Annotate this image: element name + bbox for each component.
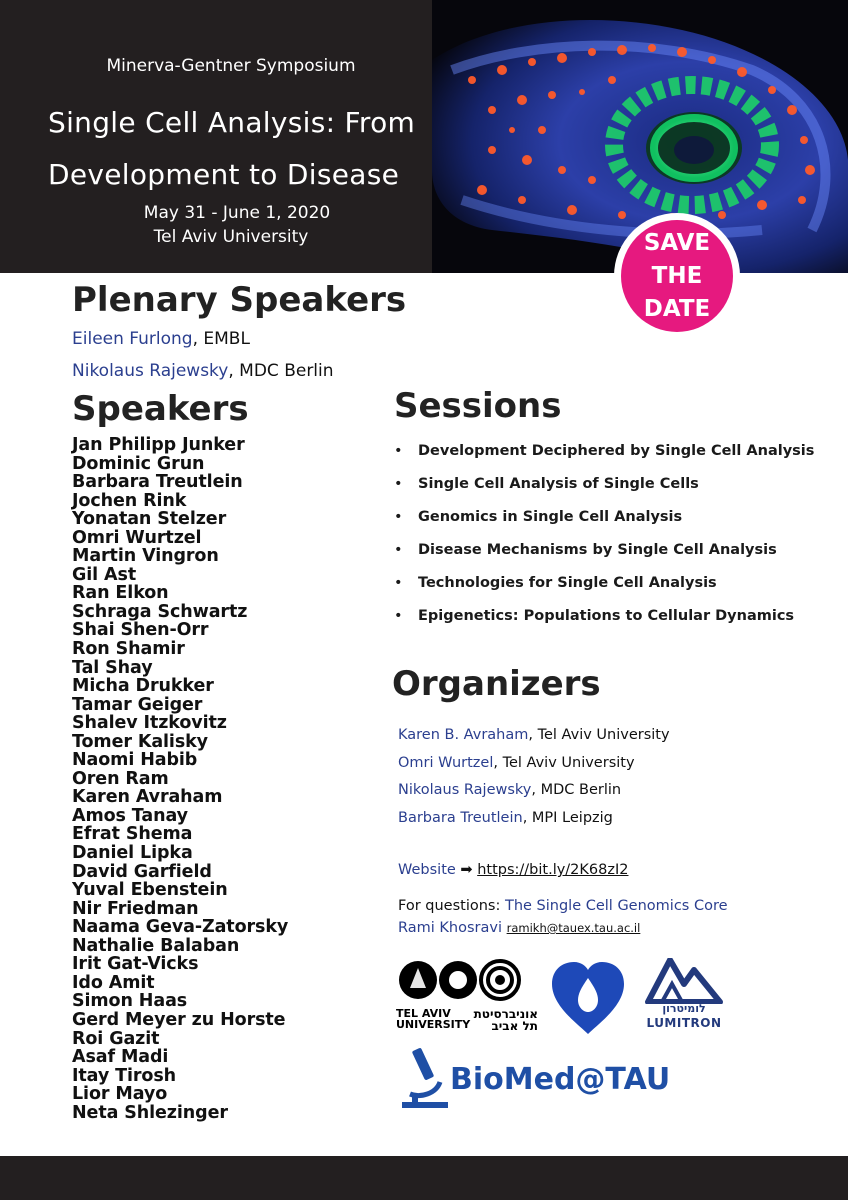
questions-line (398, 898, 728, 914)
organizers-heading: Organizers (392, 664, 601, 704)
speaker-name: Karen Avraham (72, 787, 223, 808)
speaker-name: Shalev Itzkovitz (72, 713, 227, 734)
speaker-name: Jochen Rink (72, 490, 187, 511)
sponsor-logos (396, 958, 726, 1038)
speaker-name: Roi Gazit (72, 1028, 160, 1049)
event-venue: Tel Aviv University (153, 227, 309, 247)
session-title: Technologies for Single Cell Analysis (418, 575, 717, 591)
speaker-name: Micha Drukker (72, 676, 214, 697)
speaker-name: Nir Friedman (72, 898, 199, 919)
bullet-icon: • (394, 476, 403, 492)
badge-line3: DATE (643, 296, 711, 322)
contact-name: Rami Khosravi (398, 920, 502, 936)
website-line (398, 862, 628, 878)
session-item (394, 605, 814, 638)
session-item (394, 539, 814, 572)
session-title: Single Cell Analysis of Single Cells (418, 476, 699, 492)
tau-hebrew-line2: תל אביב (491, 1019, 538, 1033)
speaker-name: Jan Philipp Junker (72, 435, 245, 455)
speaker-name: Naomi Habib (72, 750, 198, 771)
plenary-speaker (72, 329, 250, 349)
speaker-name: Shai Shen-Orr (72, 620, 209, 641)
session-item (394, 473, 814, 506)
tau-name-english (396, 1008, 470, 1030)
speaker-name: David Garfield (72, 861, 212, 882)
tau-emblem-icon (396, 958, 542, 1006)
organizer-name: Nikolaus Rajewsky (398, 782, 532, 798)
speaker-name: Gil Ast (72, 564, 137, 585)
microscope-icon (398, 1044, 452, 1110)
badge-line1: SAVE (643, 230, 711, 256)
session-title: Development Deciphered by Single Cell Analysis (418, 443, 815, 459)
lumitron-emblem-icon (642, 958, 726, 1004)
arrow-right-icon: ➡ (460, 862, 473, 878)
speaker-name: Neta Shlezinger (72, 1102, 228, 1123)
event-title-line2: Development to Disease (48, 158, 400, 191)
footer-bar (0, 1156, 848, 1200)
speaker-name: Simon Haas (72, 991, 188, 1012)
header-text-block (0, 0, 432, 273)
speaker-name: Amos Tanay (72, 805, 188, 826)
session-title: Disease Mechanisms by Single Cell Analysis (418, 542, 777, 558)
organizer-affiliation: , Tel Aviv University (493, 754, 635, 771)
lumitron-name-hebrew: לומיטרון (662, 1002, 706, 1015)
event-dates: May 31 - June 1, 2020 (143, 203, 331, 223)
bullet-icon: • (394, 542, 403, 558)
website-link[interactable]: https://bit.ly/2K68zI2 (477, 862, 629, 878)
bullet-icon: • (394, 443, 403, 459)
plenary-speaker-name: Eileen Furlong (72, 329, 193, 349)
session-item (394, 440, 814, 473)
speaker-name: Ran Elkon (72, 583, 169, 604)
speaker-name: Yonatan Stelzer (72, 509, 227, 530)
biomed-tau-logo (398, 1044, 708, 1110)
speaker-name: Gerd Meyer zu Horste (72, 1009, 286, 1030)
plenary-speaker-name: Nikolaus Rajewsky (72, 361, 229, 381)
organizer-affiliation: , MDC Berlin (531, 782, 622, 798)
speaker-name: Barbara Treutlein (72, 472, 243, 493)
plenary-heading: Plenary Speakers (72, 280, 407, 320)
plenary-speaker-affiliation: , MDC Berlin (228, 361, 334, 381)
biomed-tau-text: BioMed@TAU (450, 1062, 671, 1097)
speaker-name: Ido Amit (72, 972, 155, 993)
contact-line (398, 920, 640, 936)
organizer-item (398, 805, 670, 833)
speaker-name: Yuval Ebenstein (72, 880, 228, 901)
speaker-name: Irit Gat-Vicks (72, 954, 199, 975)
questions-label: For questions: (398, 898, 501, 914)
speaker-name: Lior Mayo (72, 1084, 168, 1105)
speaker-name: Omri Wurtzel (72, 527, 202, 548)
bullet-icon: • (394, 608, 403, 624)
session-title: Epigenetics: Populations to Cellular Dynamics (418, 608, 795, 624)
heart-drop-logo-icon (548, 960, 628, 1036)
tau-name-hebrew (462, 1008, 538, 1032)
organizer-item (398, 750, 670, 778)
speaker-name: Dominic Grun (72, 453, 205, 474)
speaker-name: Daniel Lipka (72, 843, 193, 864)
tau-english-line1: TEL AVIV (396, 1007, 451, 1020)
organizer-affiliation: , Tel Aviv University (528, 727, 670, 743)
badge-line2: THE (651, 263, 703, 289)
save-the-date-circle (621, 220, 733, 332)
session-item (394, 572, 814, 605)
lumitron-name-english: LUMITRON (646, 1016, 722, 1030)
organizer-affiliation: , MPI Leipzig (522, 809, 613, 826)
organizer-name: Barbara Treutlein (398, 809, 523, 826)
core-facility-name: The Single Cell Genomics Core (504, 898, 728, 914)
speaker-name: Nathalie Balaban (72, 935, 240, 956)
speakers-list (72, 436, 288, 1122)
tau-hebrew-line1: אוניברסיטת (473, 1007, 538, 1021)
sessions-heading: Sessions (394, 386, 562, 426)
speaker-name: Ron Shamir (72, 639, 185, 660)
tau-english-line2: UNIVERSITY (396, 1018, 471, 1031)
speakers-heading: Speakers (72, 389, 249, 429)
speaker-name: Martin Vingron (72, 546, 219, 567)
bullet-icon: • (394, 575, 403, 591)
organizers-list (398, 722, 670, 832)
plenary-speaker-affiliation: , EMBL (192, 329, 250, 349)
speaker-name: Tamar Geiger (72, 694, 203, 715)
session-item (394, 506, 814, 539)
session-title: Genomics in Single Cell Analysis (418, 509, 683, 525)
organizer-item (398, 722, 670, 750)
speaker-name: Itay Tirosh (72, 1065, 177, 1086)
website-label: Website (398, 862, 456, 878)
bullet-icon: • (394, 509, 403, 525)
speaker-name: Schraga Schwartz (72, 601, 248, 622)
symposium-name: Minerva-Gentner Symposium (106, 56, 356, 76)
tau-logo (396, 958, 542, 1038)
sessions-list (394, 440, 814, 638)
event-title-line1: Single Cell Analysis: From (48, 106, 416, 139)
lumitron-logo (642, 958, 726, 1040)
speaker-name: Naama Geva-Zatorsky (72, 917, 289, 938)
save-the-date-badge (614, 213, 740, 339)
speaker-name: Efrat Shema (72, 824, 193, 845)
speaker-name: Oren Ram (72, 768, 169, 789)
organizer-name: Karen B. Avraham (398, 727, 529, 743)
speaker-name: Asaf Madi (72, 1047, 169, 1068)
contact-email-link[interactable]: ramikh@tauex.tau.ac.il (506, 921, 641, 935)
organizer-name: Omri Wurtzel (398, 754, 494, 771)
organizer-item (398, 777, 670, 805)
speaker-name: Tal Shay (72, 657, 153, 678)
plenary-speaker (72, 361, 334, 381)
speaker-name: Tomer Kalisky (72, 731, 208, 752)
